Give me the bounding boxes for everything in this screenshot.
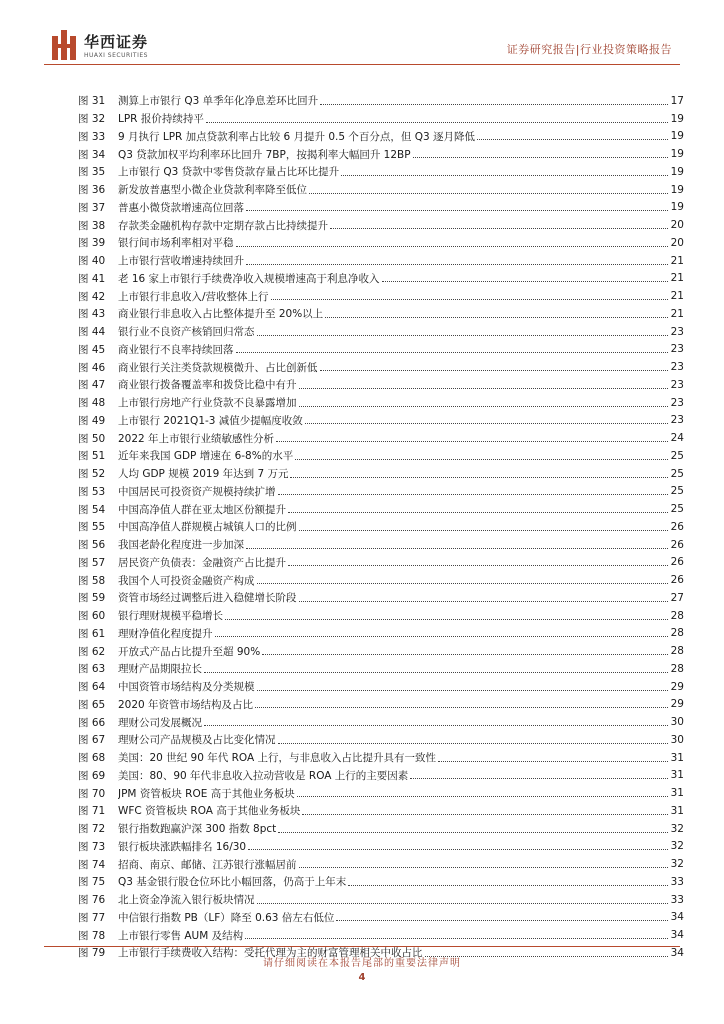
toc-entry-label: 图 54	[78, 503, 106, 516]
toc-entry[interactable]	[78, 820, 684, 838]
toc-leader-dots	[299, 601, 669, 602]
toc-entry-title: 中国高净值人群规模占城镇人口的比例	[118, 521, 297, 534]
toc-entry-page: 25	[670, 467, 684, 480]
toc-entry[interactable]	[78, 500, 684, 518]
toc-entry[interactable]	[78, 92, 684, 110]
toc-entry-title: 上市银行营收增速持续回升	[118, 255, 244, 268]
toc-entry-label: 图 43	[78, 308, 106, 321]
toc-entry-label: 图 42	[78, 290, 106, 303]
toc-leader-dots	[236, 352, 669, 353]
toc-entry-label: 图 39	[78, 237, 106, 250]
toc-leader-dots	[236, 246, 669, 247]
toc-entry-title: 中信银行指数 PB（LF）降至 0.63 倍左右低位	[118, 911, 335, 924]
toc-entry-page: 23	[670, 361, 684, 374]
footer-divider	[44, 946, 680, 947]
toc-entry-label: 图 68	[78, 752, 106, 765]
toc-entry[interactable]	[78, 429, 684, 447]
toc-leader-dots	[299, 867, 669, 868]
toc-entry-label: 图 51	[78, 450, 106, 463]
toc-entry-page: 29	[670, 698, 684, 711]
toc-leader-dots	[246, 548, 668, 549]
toc-leader-dots	[288, 512, 668, 513]
toc-leader-dots	[288, 565, 668, 566]
toc-leader-dots	[382, 281, 668, 282]
toc-entry-title: 银行理财规模平稳增长	[118, 610, 223, 623]
toc-leader-dots	[206, 122, 668, 123]
toc-leader-dots	[348, 885, 668, 886]
toc-entry[interactable]	[78, 128, 684, 146]
toc-entry-title: 理财产品期限拉长	[118, 663, 202, 676]
toc-entry-label: 图 78	[78, 929, 106, 942]
toc-entry-page: 26	[670, 574, 684, 587]
toc-leader-dots	[320, 104, 668, 105]
toc-entry-label: 图 49	[78, 414, 106, 427]
toc-entry-title: 上市银行 Q3 贷款中零售贷款存量占比环比提升	[118, 166, 340, 179]
toc-entry-page: 28	[670, 627, 684, 640]
toc-entry-label: 图 59	[78, 592, 106, 605]
toc-entry-label: 图 63	[78, 663, 106, 676]
toc-entry-label: 图 70	[78, 787, 106, 800]
toc-entry-page: 31	[670, 787, 684, 800]
toc-entry-title: 上市银行零售 AUM 及结构	[118, 929, 244, 942]
toc-entry-label: 图 77	[78, 911, 106, 924]
toc-entry-title: 中国高净值人群在亚太地区份额提升	[118, 503, 286, 516]
toc-entry[interactable]	[78, 270, 684, 288]
toc-entry-label: 图 69	[78, 769, 106, 782]
toc-entry-label: 图 50	[78, 432, 106, 445]
toc-entry-title: Q3 贷款加权平均利率环比回升 7BP，按揭利率大幅回升 12BP	[118, 148, 411, 161]
toc-entry-title: JPM 资管板块 ROE 高于其他业务板块	[118, 787, 295, 800]
toc-entry-title: 理财公司产品规模及占比变化情况	[118, 734, 276, 747]
toc-entry-label: 图 66	[78, 716, 106, 729]
toc-leader-dots	[290, 477, 668, 478]
toc-entry[interactable]	[78, 358, 684, 376]
toc-entry-label: 图 65	[78, 698, 106, 711]
toc-entry-title: 上市银行非息收入/营收整体上行	[118, 290, 269, 303]
toc-entry-page: 23	[670, 378, 684, 391]
toc-leader-dots	[297, 796, 668, 797]
toc-entry-title: 商业银行拨备覆盖率和拨贷比稳中有升	[118, 379, 297, 392]
toc-entry-label: 图 71	[78, 805, 106, 818]
figure-list	[78, 92, 684, 962]
toc-entry-page: 29	[670, 680, 684, 693]
toc-entry[interactable]	[78, 394, 684, 412]
toc-leader-dots	[477, 139, 668, 140]
toc-entry[interactable]	[78, 571, 684, 589]
toc-entry-page: 19	[670, 165, 684, 178]
toc-leader-dots	[302, 814, 668, 815]
toc-entry-title: 存款类金融机构存款中定期存款占比持续提升	[118, 219, 328, 232]
toc-entry[interactable]	[78, 731, 684, 749]
toc-entry-page: 30	[670, 733, 684, 746]
toc-leader-dots	[305, 423, 668, 424]
toc-entry-label: 图 31	[78, 95, 106, 108]
toc-entry[interactable]	[78, 447, 684, 465]
toc-entry-page: 21	[670, 272, 684, 285]
toc-leader-dots	[336, 920, 668, 921]
toc-entry-page: 23	[670, 414, 684, 427]
toc-leader-dots	[204, 725, 668, 726]
toc-entry[interactable]	[78, 589, 684, 607]
toc-entry-page: 27	[670, 591, 684, 604]
toc-entry-title: 理财公司发展概况	[118, 716, 202, 729]
toc-entry-label: 图 36	[78, 184, 106, 197]
toc-entry-title: 我国老龄化程度进一步加深	[118, 539, 244, 552]
toc-entry-title: 上市银行手续费收入结构：受托代理为主的财富管理相关中收占比	[118, 947, 423, 960]
toc-entry-page: 28	[670, 645, 684, 658]
toc-entry-title: 上市银行 2021Q1-3 减值少提幅度收敛	[118, 414, 303, 427]
toc-entry[interactable]	[78, 767, 684, 785]
toc-entry[interactable]	[78, 287, 684, 305]
toc-entry-page: 17	[670, 94, 684, 107]
toc-leader-dots	[271, 299, 668, 300]
toc-entry-label: 图 38	[78, 219, 106, 232]
toc-entry-title: 2022 年上市银行业绩敏感性分析	[118, 432, 275, 445]
toc-leader-dots	[255, 707, 668, 708]
toc-entry-label: 图 46	[78, 361, 106, 374]
toc-entry-label: 图 58	[78, 574, 106, 587]
toc-leader-dots	[299, 406, 669, 407]
toc-entry-title: LPR 报价持续持平	[118, 113, 204, 126]
toc-entry-page: 21	[670, 290, 684, 303]
toc-entry[interactable]	[78, 926, 684, 944]
toc-entry-page: 19	[670, 148, 684, 161]
toc-entry-label: 图 47	[78, 379, 106, 392]
toc-entry[interactable]	[78, 252, 684, 270]
toc-leader-dots	[278, 832, 668, 833]
toc-leader-dots	[215, 636, 669, 637]
toc-entry[interactable]	[78, 216, 684, 234]
toc-entry-label: 图 35	[78, 166, 106, 179]
toc-entry[interactable]	[78, 713, 684, 731]
toc-entry-title: 理财净值化程度提升	[118, 627, 213, 640]
toc-leader-dots	[295, 459, 668, 460]
toc-entry-label: 图 73	[78, 840, 106, 853]
toc-entry[interactable]	[78, 465, 684, 483]
toc-entry-title: 上市银行房地产行业贷款不良暴露增加	[118, 397, 297, 410]
toc-leader-dots	[257, 583, 669, 584]
toc-leader-dots	[413, 157, 668, 158]
toc-leader-dots	[309, 193, 668, 194]
toc-entry-page: 32	[670, 822, 684, 835]
toc-entry[interactable]	[78, 784, 684, 802]
toc-entry-page: 33	[670, 875, 684, 888]
toc-entry-page: 34	[670, 929, 684, 942]
toc-entry-title: 商业银行不良率持续回落	[118, 343, 234, 356]
toc-leader-dots	[299, 388, 669, 389]
toc-entry-page: 20	[670, 219, 684, 232]
toc-entry-page: 25	[670, 449, 684, 462]
toc-entry-title: 老 16 家上市银行手续费净收入规模增速高于利息净收入	[118, 272, 380, 285]
toc-entry-page: 24	[670, 432, 684, 445]
toc-entry-page: 23	[670, 343, 684, 356]
toc-entry[interactable]	[78, 305, 684, 323]
toc-entry-label: 图 53	[78, 485, 106, 498]
toc-entry-label: 图 75	[78, 876, 106, 889]
toc-entry[interactable]	[78, 642, 684, 660]
toc-entry[interactable]	[78, 607, 684, 625]
toc-leader-dots	[410, 778, 668, 779]
toc-entry-label: 图 41	[78, 272, 106, 285]
toc-entry-label: 图 60	[78, 610, 106, 623]
toc-entry[interactable]	[78, 802, 684, 820]
toc-entry-title: 北上资金净流入银行板块情况	[118, 894, 255, 907]
toc-entry[interactable]	[78, 891, 684, 909]
toc-entry-page: 28	[670, 609, 684, 622]
toc-leader-dots	[248, 849, 668, 850]
toc-leader-dots	[204, 672, 668, 673]
toc-leader-dots	[276, 441, 668, 442]
toc-entry[interactable]	[78, 341, 684, 359]
toc-entry-page: 21	[670, 307, 684, 320]
toc-entry[interactable]	[78, 660, 684, 678]
toc-entry[interactable]	[78, 696, 684, 714]
toc-entry-title: 银行业不良资产核销回归常态	[118, 326, 255, 339]
toc-leader-dots	[245, 938, 668, 939]
toc-entry[interactable]	[78, 483, 684, 501]
legal-notice: 请仔细阅读在本报告尾部的重要法律声明	[263, 958, 461, 969]
toc-entry-label: 图 76	[78, 894, 106, 907]
toc-entry-page: 19	[670, 201, 684, 214]
toc-entry-title: 新发放普惠型小微企业贷款利率降至低位	[118, 184, 307, 197]
huaxi-logo-icon	[52, 30, 76, 60]
toc-entry-title: 人均 GDP 规模 2019 年达到 7 万元	[118, 468, 289, 481]
toc-entry-page: 32	[670, 858, 684, 871]
toc-entry-label: 图 56	[78, 539, 106, 552]
page-number: 4	[358, 972, 366, 983]
toc-entry-title: 资管市场经过调整后进入稳健增长阶段	[118, 592, 297, 605]
toc-entry[interactable]	[78, 181, 684, 199]
toc-leader-dots	[278, 743, 669, 744]
toc-entry-page: 28	[670, 662, 684, 675]
toc-entry[interactable]	[78, 838, 684, 856]
toc-entry-label: 图 67	[78, 734, 106, 747]
toc-entry-title: 近年来我国 GDP 增速在 6-8%的水平	[118, 450, 294, 463]
toc-entry-label: 图 79	[78, 947, 106, 960]
toc-entry-label: 图 32	[78, 113, 106, 126]
toc-entry[interactable]	[78, 536, 684, 554]
toc-entry-title: Q3 基金银行股仓位环比小幅回落，仍高于上年末	[118, 876, 347, 889]
toc-entry-page: 31	[670, 751, 684, 764]
toc-entry[interactable]	[78, 145, 684, 163]
toc-entry[interactable]	[78, 199, 684, 217]
toc-entry-label: 图 72	[78, 823, 106, 836]
toc-leader-dots	[438, 761, 668, 762]
toc-entry-label: 图 33	[78, 130, 106, 143]
brand-name-cn: 华西证券	[84, 33, 149, 51]
toc-entry[interactable]	[78, 749, 684, 767]
toc-entry-title: 测算上市银行 Q3 单季年化净息差环比回升	[118, 95, 319, 108]
toc-entry-label: 图 52	[78, 468, 106, 481]
toc-entry-label: 图 64	[78, 681, 106, 694]
toc-entry-label: 图 48	[78, 397, 106, 410]
toc-entry-page: 19	[670, 112, 684, 125]
toc-entry[interactable]	[78, 163, 684, 181]
toc-entry-title: 银行指数跑赢沪深 300 指数 8pct	[118, 823, 277, 836]
toc-leader-dots	[225, 619, 668, 620]
toc-entry-page: 26	[670, 538, 684, 551]
toc-entry-page: 25	[670, 485, 684, 498]
toc-entry-page: 33	[670, 893, 684, 906]
toc-entry-label: 图 37	[78, 201, 106, 214]
toc-entry-label: 图 62	[78, 645, 106, 658]
toc-entry-label: 图 61	[78, 627, 106, 640]
toc-entry[interactable]	[78, 873, 684, 891]
toc-entry-label: 图 55	[78, 521, 106, 534]
document-type: 证券研究报告|行业投资策略报告	[506, 43, 672, 56]
toc-entry-title: 中国居民可投资资产规模持续扩增	[118, 485, 276, 498]
toc-entry[interactable]	[78, 323, 684, 341]
toc-entry-page: 23	[670, 396, 684, 409]
toc-entry-title: 2020 年资管市场结构及占比	[118, 698, 254, 711]
toc-entry-label: 图 74	[78, 858, 106, 871]
toc-entry-page: 31	[670, 769, 684, 782]
toc-entry[interactable]	[78, 110, 684, 128]
toc-entry-title: WFC 资管板块 ROA 高于其他业务板块	[118, 805, 301, 818]
toc-entry-title: 中国资管市场结构及分类规模	[118, 681, 255, 694]
toc-entry-label: 图 45	[78, 343, 106, 356]
toc-leader-dots	[325, 317, 668, 318]
toc-leader-dots	[246, 210, 668, 211]
toc-entry-title: 商业银行非息收入占比整体提升至 20%以上	[118, 308, 324, 321]
toc-entry-page: 19	[670, 183, 684, 196]
toc-entry-page: 25	[670, 503, 684, 516]
toc-leader-dots	[246, 264, 668, 265]
toc-leader-dots	[257, 690, 669, 691]
toc-entry-title: 美国：20 世纪 90 年代 ROA 上行，与非息收入占比提升具有一致性	[118, 752, 436, 765]
toc-entry-title: 银行板块涨跌幅排名 16/30	[118, 840, 247, 853]
toc-entry[interactable]	[78, 855, 684, 873]
header-divider	[44, 64, 680, 65]
toc-entry[interactable]	[78, 678, 684, 696]
toc-leader-dots	[257, 903, 669, 904]
page-header	[0, 0, 724, 64]
toc-entry-page: 23	[670, 325, 684, 338]
toc-leader-dots	[262, 654, 668, 655]
toc-entry-label: 图 57	[78, 556, 106, 569]
toc-entry-page: 19	[670, 130, 684, 143]
toc-entry-page: 32	[670, 840, 684, 853]
toc-entry[interactable]	[78, 909, 684, 927]
toc-entry-page: 21	[670, 254, 684, 267]
toc-entry-title: 招商、南京、邮储、江苏银行涨幅居前	[118, 858, 297, 871]
toc-entry-title: 美国：80、90 年代非息收入拉动营收是 ROA 上行的主要因素	[118, 769, 409, 782]
toc-entry-title: 9 月执行 LPR 加点贷款利率占比较 6 月提升 0.5 个百分点，但 Q3 逐月降低	[118, 130, 476, 143]
toc-entry-title: 开放式产品占比提升至超 90%	[118, 645, 261, 658]
toc-entry-page: 26	[670, 556, 684, 569]
toc-entry-page: 26	[670, 520, 684, 533]
toc-entry-label: 图 34	[78, 148, 106, 161]
toc-entry[interactable]	[78, 625, 684, 643]
toc-entry[interactable]	[78, 412, 684, 430]
toc-leader-dots	[278, 494, 669, 495]
toc-entry-title: 我国个人可投资金融资产构成	[118, 574, 255, 587]
toc-entry-title: 银行间市场利率相对平稳	[118, 237, 234, 250]
toc-entry-page: 31	[670, 804, 684, 817]
toc-entry-title: 商业银行关注类贷款规模微升、占比创新低	[118, 361, 318, 374]
toc-entry-page: 30	[670, 716, 684, 729]
toc-entry-label: 图 44	[78, 326, 106, 339]
brand-name-en: HUAXI SECURITIES	[84, 52, 148, 59]
toc-entry-page: 34	[670, 946, 684, 959]
toc-entry[interactable]	[78, 518, 684, 536]
toc-entry-page: 34	[670, 911, 684, 924]
toc-entry-title: 居民资产负债表：金融资产占比提升	[118, 556, 286, 569]
toc-entry[interactable]	[78, 554, 684, 572]
toc-leader-dots	[330, 228, 668, 229]
toc-leader-dots	[341, 175, 668, 176]
toc-entry-page: 20	[670, 236, 684, 249]
toc-leader-dots	[320, 370, 669, 371]
toc-leader-dots	[257, 335, 669, 336]
toc-leader-dots	[299, 530, 669, 531]
toc-entry-label: 图 40	[78, 255, 106, 268]
toc-entry[interactable]	[78, 234, 684, 252]
toc-entry-title: 普惠小微贷款增速高位回落	[118, 201, 244, 214]
toc-entry[interactable]	[78, 376, 684, 394]
